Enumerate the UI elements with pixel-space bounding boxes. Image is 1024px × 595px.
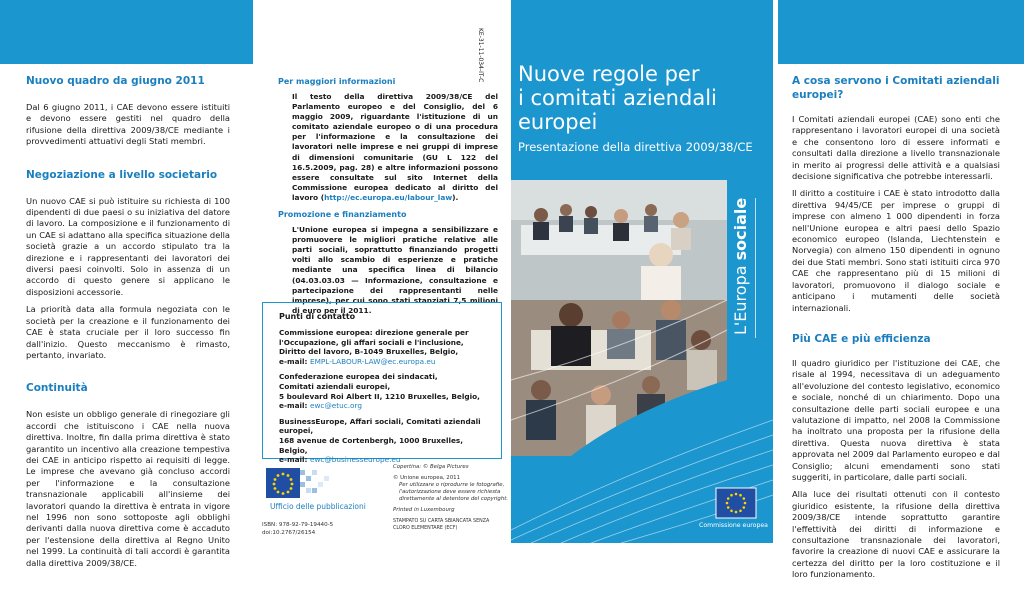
commission-label: Commissione europea [699,522,768,529]
paragraph: Il diritto a costituire i CAE è stato introdotto dalla direttiva 94/45/CE per imprese o gruppi di imprese con almeno 1 000 dipendenti in forza nell'Unione europea e altri paesi dello Spazio economico europeo (Islanda, Liechtenstein e Norvegia) con almeno 150 dipendenti in ognuno dei due Stati membri. Sono stati istituiti circa 970 CAE che rappresentano più di 15 milioni di lavoratori, promuovono il dialogo sociale e anticipano i mutamenti delle società internazionali. [792,188,1000,313]
footer-isbn: ISBN: 978-92-79-19440-5 doi:10.2767/26154 [262,522,334,536]
section-ewc-purpose [792,74,1000,314]
contact-etuc: Confederazione europea dei sindacati, Comitati aziendali europei, 5 boulevard Roi Albert II, 1210 Bruxelles, Belgio, e-mail: ewc@etuc.org [279,372,480,411]
contact-businesseurope: BusinessEurope, Affari sociali, Comitati aziendali europei, 168 avenue de Cortenbergh, 1000 Bruxelles, Belgio, e-mail: ewc@businesseurope.eu [279,416,481,465]
pixel-pattern-icon [300,468,340,498]
promotion-text: L'Unione europea si impegna a sensibilizzare e promuovere le migliori pratiche relative alle parti sociali, soprattutto finanziando progetti volti allo scambio di esperienze e pratiche mediante una specifica linea di bilancio (04.03.03.03 — Informazione, consultazione e partecipazione dei rappresentanti nelle imprese), per cui sono stati stanziati 7,5 milioni di euro per il 2011. [292,225,498,315]
labour-law-link[interactable]: http://ec.europa.eu/labour_law [324,192,453,202]
top-bar-left [0,0,253,64]
heading-more-info: Per maggiori informazioni [278,77,396,86]
section-continuity [26,381,230,569]
eu-flag-icon [716,488,756,518]
heading-promotion: Promozione e finanziamento [278,210,407,220]
section-more-ewc [792,332,1000,581]
heading-continuity: Continuità [26,382,88,395]
column-right [792,74,1000,595]
cover-panel [511,0,773,543]
section-negotiation [26,168,230,362]
paragraph: Alla luce dei risultati ottenuti con il contesto giuridico esistente, la rifusione della direttiva 2009/38/CE intende soprattutto garantire l'effettività dei diritti di informazione e consultazione transnazionale dei lavoratori, favorire la creazione di nuovi CAE e assicurare la certezza del diritto per la loro costituzione e il loro funzionamento. [792,489,1000,580]
email-link-commission[interactable]: EMPL-LABOUR-LAW@ec.europa.eu [309,356,436,366]
top-bar-right [778,0,1024,64]
publications-office-logo [266,468,376,516]
paragraph: Un nuovo CAE si può istituire su richiesta di 100 dipendenti di due paesi o su iniziativa del datore di lavoro. La composizione e il funzionamento di un CAE si adattano alla specifica situazione della società grazie a un accordo stipulato tra la direzione e i rappresentanti dei lavoratori dei diversi paesi coinvolti. Solo in assenza di un accordo di questo genere si applicano le disposizioni accessorie. [26,195,230,297]
paragraph: La priorità data alla formula negoziata con le società per la creazione e il funzionamento dei CAE è stata cruciale per il loro successo fin dall'inizio. Questo meccanismo è rimasto, pertanto, invariato. [26,304,230,360]
social-europe-brand: L'Europa sociale [731,197,750,335]
document-code: KE-31-11-034-IT-C [477,28,484,83]
european-commission-logo [707,488,767,522]
paragraph: Non esiste un obbligo generale di rinegoziare gli accordi che istituiscono i CAE nella nuova direttiva. Inoltre, fin dalla prima direttiva è stato garantito un incentivo alla creazione tempestiva dei CAE in anticipo rispetto ai requisiti di legge. Le imprese che avevano già concluso accordi per l'informazione e la consultazione transnazionale applicabili all'insieme dei lavoratori quando la direttiva è entrata in vigore nel 1996 non sono sottoposte agli obblighi derivanti dalla nuova direttiva come è accaduto per l'estensione della direttiva al Regno Unito nel 1999. La continuità di tali accordi è garantita dalla direttiva 2009/38/CE. [26,409,230,568]
heading-contacts: Punti di contatto [279,312,356,321]
heading-new-framework: Nuovo quadro da giugno 2011 [26,75,205,87]
paragraph: I Comitati aziendali europei (CAE) sono enti che rappresentano i lavoratori europei di una società e che consentono loro di essere informati e consultati dalla direzione a livello transnazionale in merito ai progressi delle attività e a qualsiasi decisione significativa che potrebbe interessarli. [792,114,1000,182]
cover-title: Nuove regole per i comitati aziendali europei [518,62,717,134]
eu-flag-pixel-icon [266,468,300,498]
column-left [26,74,230,583]
heading-negotiation: Negoziazione a livello societario [26,168,218,181]
contact-commission: Commissione europea: direzione generale per l'Occupazione, gli affari sociali e l'inclusione, Diritto del lavoro, B-1049 Bruxelles, Belgio, e-mail: EMPL-LABOUR-LAW@ec.europa.eu [279,328,469,366]
brand-divider [755,198,756,338]
section-new-framework [26,74,230,148]
contact-box [262,302,502,465]
publications-office-label: Ufficio delle pubblicazioni [270,502,366,511]
footer-credits: Copertina: © Belga Pictures © Unione europea, 2011 Per utilizzare o riprodurre le fotografie, l'autorizzazione deve essere richiesta direttamente al detentore del copyright. Printed in Luxembourg STAMPATO SU CARTA SBIANCATA SENZA CLORO ELEMENTARE (ECF) [393,464,509,531]
cover-subtitle: Presentazione della direttiva 2009/38/CE [518,140,753,154]
paragraph: Dal 6 giugno 2011, i CAE devono essere istituiti e devono essere gestiti nel quadro della rifusione della direttiva 2009/38/CE mediante i provvedimenti attuativi degli Stati membri. [26,102,230,147]
paragraph: Il quadro giuridico per l'istituzione dei CAE, che risale al 1994, necessitava di un adeguamento all'evoluzione del contesto legislativo, economico e sociale, nonché di un chiarimento. Dopo una consultazione delle parti sociali europee e una valutazione di impatto, nel 2008 la Commissione ha inoltrato una proposta per la rifusione della direttiva. Questa nuova direttiva è stata approvata nel 2009 dal Parlamento europeo e dal Consiglio; alcuni emendamenti sono stati suggeriti, in particolare, dalle parti sociali. [792,357,1000,482]
column-info [278,76,498,316]
email-link-businesseurope[interactable]: ewc@businesseurope.eu [309,455,401,465]
heading-more-ewc: Più CAE e più efficienza [792,332,931,345]
more-info-text: Il testo della direttiva 2009/38/CE del Parlamento europeo e del Consiglio, del 6 maggio 2009, riguardante l'istituzione di un comitato aziendale europeo o di una procedura per l'informazione e la consultazione dei lavoratori nelle imprese e nei gruppi di imprese di dimensioni comunitarie (GU L 122 del 16.5.2009, pag. 28) e altre informazioni possono essere consultate sul sito Internet della Commissione europea dedicato al diritto del lavoro (http://ec.europa.eu/labour_law). [292,92,498,202]
heading-ewc-purpose: A cosa servono i Comitati aziendali europei? [792,75,1000,101]
email-link-etuc[interactable]: ewc@etuc.org [309,401,363,411]
